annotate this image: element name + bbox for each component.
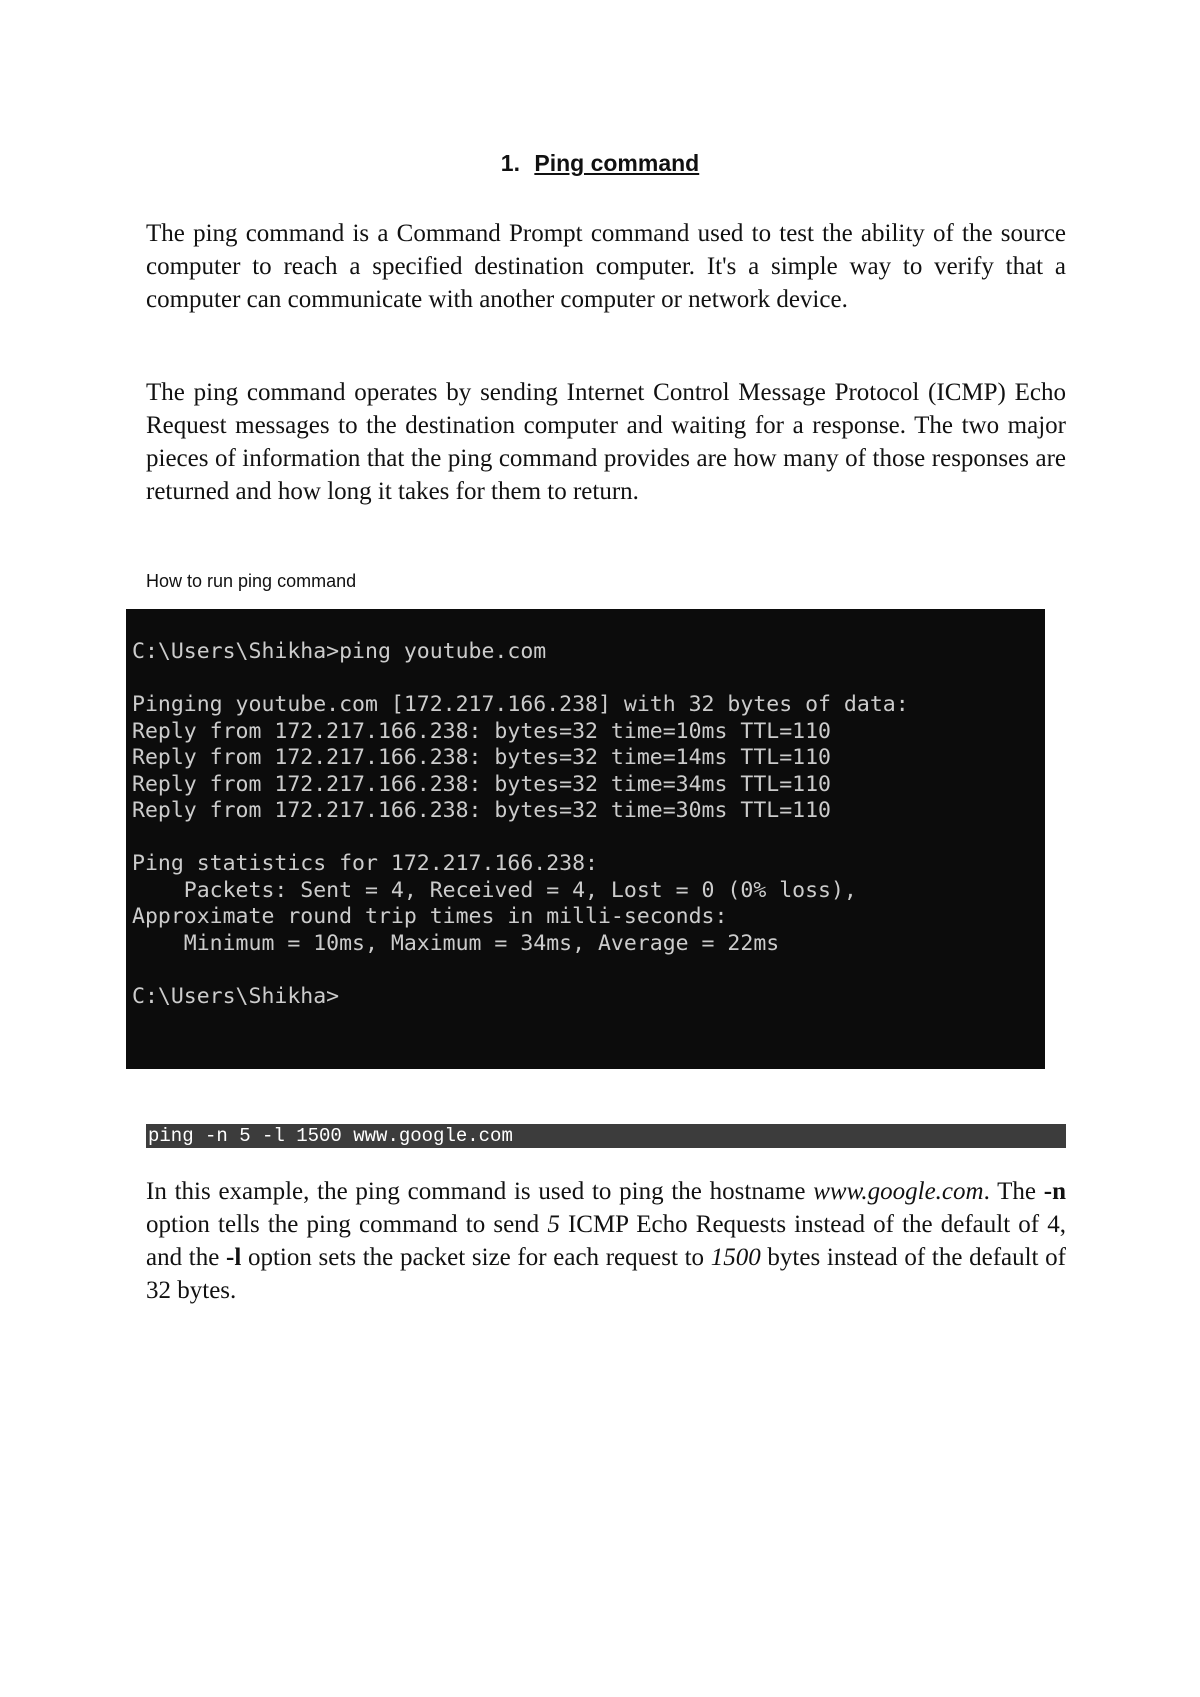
- terminal-screenshot: [126, 609, 1045, 1069]
- terminal-line: C:\Users\Shikha>ping youtube.com: [132, 639, 547, 664]
- example-text: ICMP Echo Requests instead of the default of 4, and the: [146, 1211, 1066, 1271]
- terminal-line: C:\Users\Shikha>: [132, 983, 340, 1009]
- terminal-line: Ping statistics for 172.217.166.238:: [132, 851, 598, 876]
- section-heading: [0, 150, 1200, 177]
- option-l: -l: [226, 1244, 242, 1271]
- example-text: bytes instead of the default of 32 bytes.: [146, 1244, 1067, 1304]
- terminal-line: Reply from 172.217.166.238: bytes=32 time=10ms TTL=110: [132, 718, 831, 744]
- paragraph-example: [146, 1175, 1066, 1307]
- count-value: 5: [547, 1211, 560, 1238]
- paragraph-operation: The ping command operates by sending Internet Control Message Protocol (ICMP) Echo Request messages to the destination computer and waiting for a response. The two major pieces of information that the ping command provides are how many of those responses are returned and how long it takes for them to return.: [146, 379, 1066, 505]
- terminal-line: Minimum = 10ms, Maximum = 34ms, Average = 22ms: [132, 930, 780, 956]
- code-example: ping -n 5 -l 1500 www.google.com: [146, 1124, 1066, 1148]
- example-text: option sets the packet size for each request to: [241, 1244, 711, 1271]
- example-text: . The: [983, 1178, 1044, 1205]
- paragraph-intro: The ping command is a Command Prompt command used to test the ability of the source computer to reach a specified destination computer. It's a simple way to verify that a computer can communicate with another computer or network device.: [146, 220, 1066, 313]
- terminal-line: [132, 957, 1045, 984]
- terminal-line: [132, 825, 1045, 852]
- heading-number: 1.: [500, 150, 520, 176]
- caption: How to run ping command: [146, 571, 357, 591]
- example-text: option tells the ping command to send: [146, 1211, 548, 1238]
- terminal-line: Approximate round trip times in milli-seconds:: [132, 904, 728, 929]
- option-n: -n: [1043, 1178, 1066, 1205]
- terminal-line: Reply from 172.217.166.238: bytes=32 time=34ms TTL=110: [132, 771, 831, 797]
- terminal-line: [132, 666, 1045, 693]
- terminal-line: Reply from 172.217.166.238: bytes=32 time=30ms TTL=110: [132, 798, 831, 823]
- terminal-line: Pinging youtube.com [172.217.166.238] with 32 bytes of data:: [132, 692, 909, 717]
- terminal-line: Reply from 172.217.166.238: bytes=32 time=14ms TTL=110: [132, 745, 831, 770]
- hostname-value: www.google.com: [813, 1178, 984, 1205]
- terminal-line: Packets: Sent = 4, Received = 4, Lost = 0 (0% loss),: [132, 877, 857, 903]
- example-text: In this example, the ping command is used to ping the hostname: [146, 1178, 814, 1205]
- heading-title: Ping command: [534, 150, 700, 176]
- size-value: 1500: [710, 1244, 761, 1271]
